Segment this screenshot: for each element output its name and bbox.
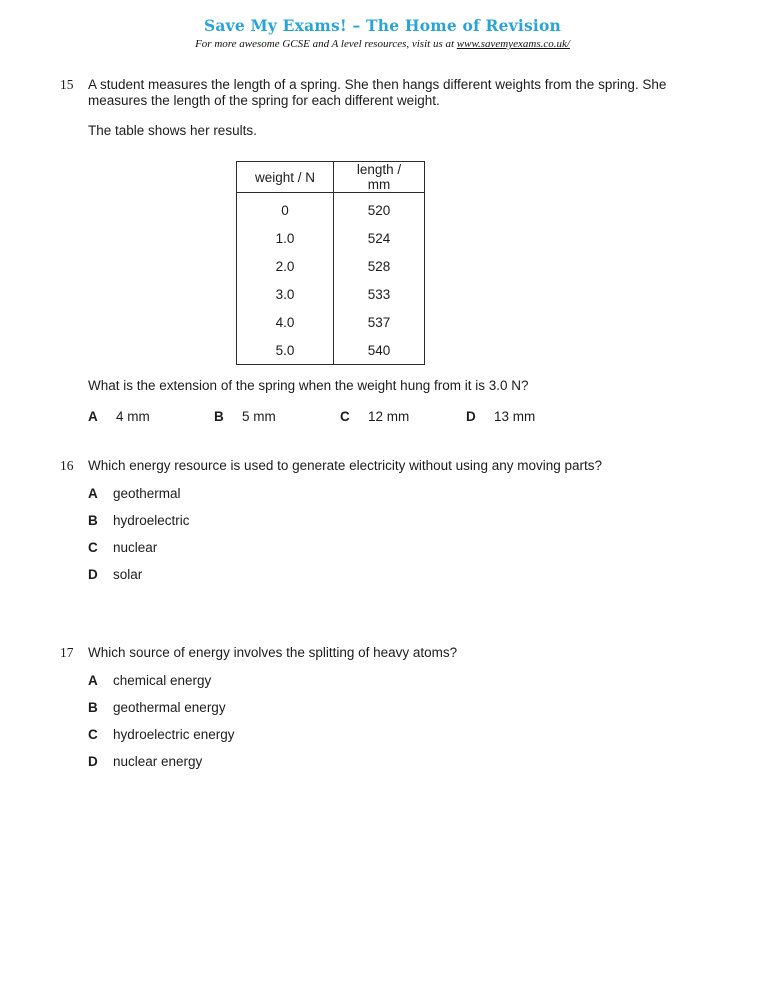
option-text: geothermal energy (113, 700, 226, 715)
column-header-weight: weight / N (237, 162, 334, 193)
question-17-number: 17 (60, 645, 74, 660)
weight-value: 1.0 (275, 230, 295, 246)
weight-value: 5.0 (275, 342, 295, 358)
option-b (88, 513, 710, 529)
length-value: 528 (334, 252, 425, 280)
page-header (0, 0, 765, 50)
option-text: hydroelectric (113, 513, 190, 528)
site-subtitle (0, 38, 765, 50)
option-letter: C (88, 727, 98, 742)
weight-value: 4.0 (275, 314, 295, 330)
option-letter: A (88, 673, 98, 688)
table-row (237, 280, 425, 308)
table-row (237, 252, 425, 280)
length-value: 533 (334, 280, 425, 308)
question-15-sub-question: What is the extension of the spring when the weight hung from it is 3.0 N? (88, 378, 529, 393)
savemyexams-link[interactable]: www.savemyexams.co.uk/ (456, 38, 570, 50)
table-row (237, 193, 425, 225)
subtitle-text: For more awesome GCSE and A level resources, visit us at (195, 38, 457, 50)
question-16-number: 16 (60, 458, 74, 473)
question-15-text: A student measures the length of a spring. She then hangs different weights from the spring. She measures the length of the spring for each different weight. (88, 77, 667, 108)
option-text: geothermal (113, 486, 181, 501)
option-letter: C (88, 540, 98, 555)
length-value: 520 (334, 193, 425, 225)
question-15 (0, 77, 765, 425)
option-c (340, 409, 466, 425)
weight-value: 3.0 (275, 286, 295, 302)
option-b (88, 700, 710, 716)
option-d (88, 567, 710, 583)
results-table-header-row (237, 162, 425, 193)
option-letter: B (214, 409, 224, 424)
column-header-length: length / mm (334, 162, 425, 193)
option-a (88, 673, 710, 689)
option-letter: C (340, 409, 350, 424)
results-table (236, 161, 425, 365)
option-d (88, 754, 710, 770)
length-value: 537 (334, 308, 425, 336)
question-17-text: Which source of energy involves the splitting of heavy atoms? (88, 645, 458, 660)
option-b (214, 409, 340, 425)
option-c (88, 540, 710, 556)
option-text: 5 mm (242, 409, 276, 424)
question-15-options (88, 409, 710, 425)
option-d (466, 409, 592, 425)
question-15-table-intro: The table shows her results. (88, 123, 257, 138)
option-text: solar (113, 567, 143, 582)
option-text: 13 mm (494, 409, 536, 424)
table-row (237, 224, 425, 252)
weight-value: 2.0 (275, 258, 295, 274)
question-16-text: Which energy resource is used to generate electricity without using any moving parts? (88, 458, 603, 473)
question-17-options (88, 673, 710, 770)
option-letter: D (88, 754, 98, 769)
length-value: 524 (334, 224, 425, 252)
option-letter: A (88, 486, 98, 501)
option-letter: B (88, 700, 98, 715)
option-a (88, 409, 214, 425)
question-17 (0, 645, 765, 770)
site-title: Save My Exams! – The Home of Revision (204, 16, 561, 35)
option-letter: D (88, 567, 98, 582)
length-value: 540 (334, 336, 425, 365)
question-16-options (88, 486, 710, 583)
table-row (237, 336, 425, 365)
option-text: 4 mm (116, 409, 150, 424)
option-a (88, 486, 710, 502)
option-letter: B (88, 513, 98, 528)
question-16 (0, 458, 765, 583)
option-text: nuclear (113, 540, 158, 555)
question-16-body (88, 458, 710, 583)
weight-value: 0 (281, 202, 289, 218)
table-row (237, 308, 425, 336)
option-text: nuclear energy (113, 754, 203, 769)
option-text: hydroelectric energy (113, 727, 235, 742)
question-15-body (88, 77, 710, 425)
option-text: 12 mm (368, 409, 410, 424)
option-c (88, 727, 710, 743)
option-letter: A (88, 409, 98, 424)
option-letter: D (466, 409, 476, 424)
question-15-number: 15 (60, 77, 74, 92)
question-17-body (88, 645, 710, 770)
option-text: chemical energy (113, 673, 212, 688)
